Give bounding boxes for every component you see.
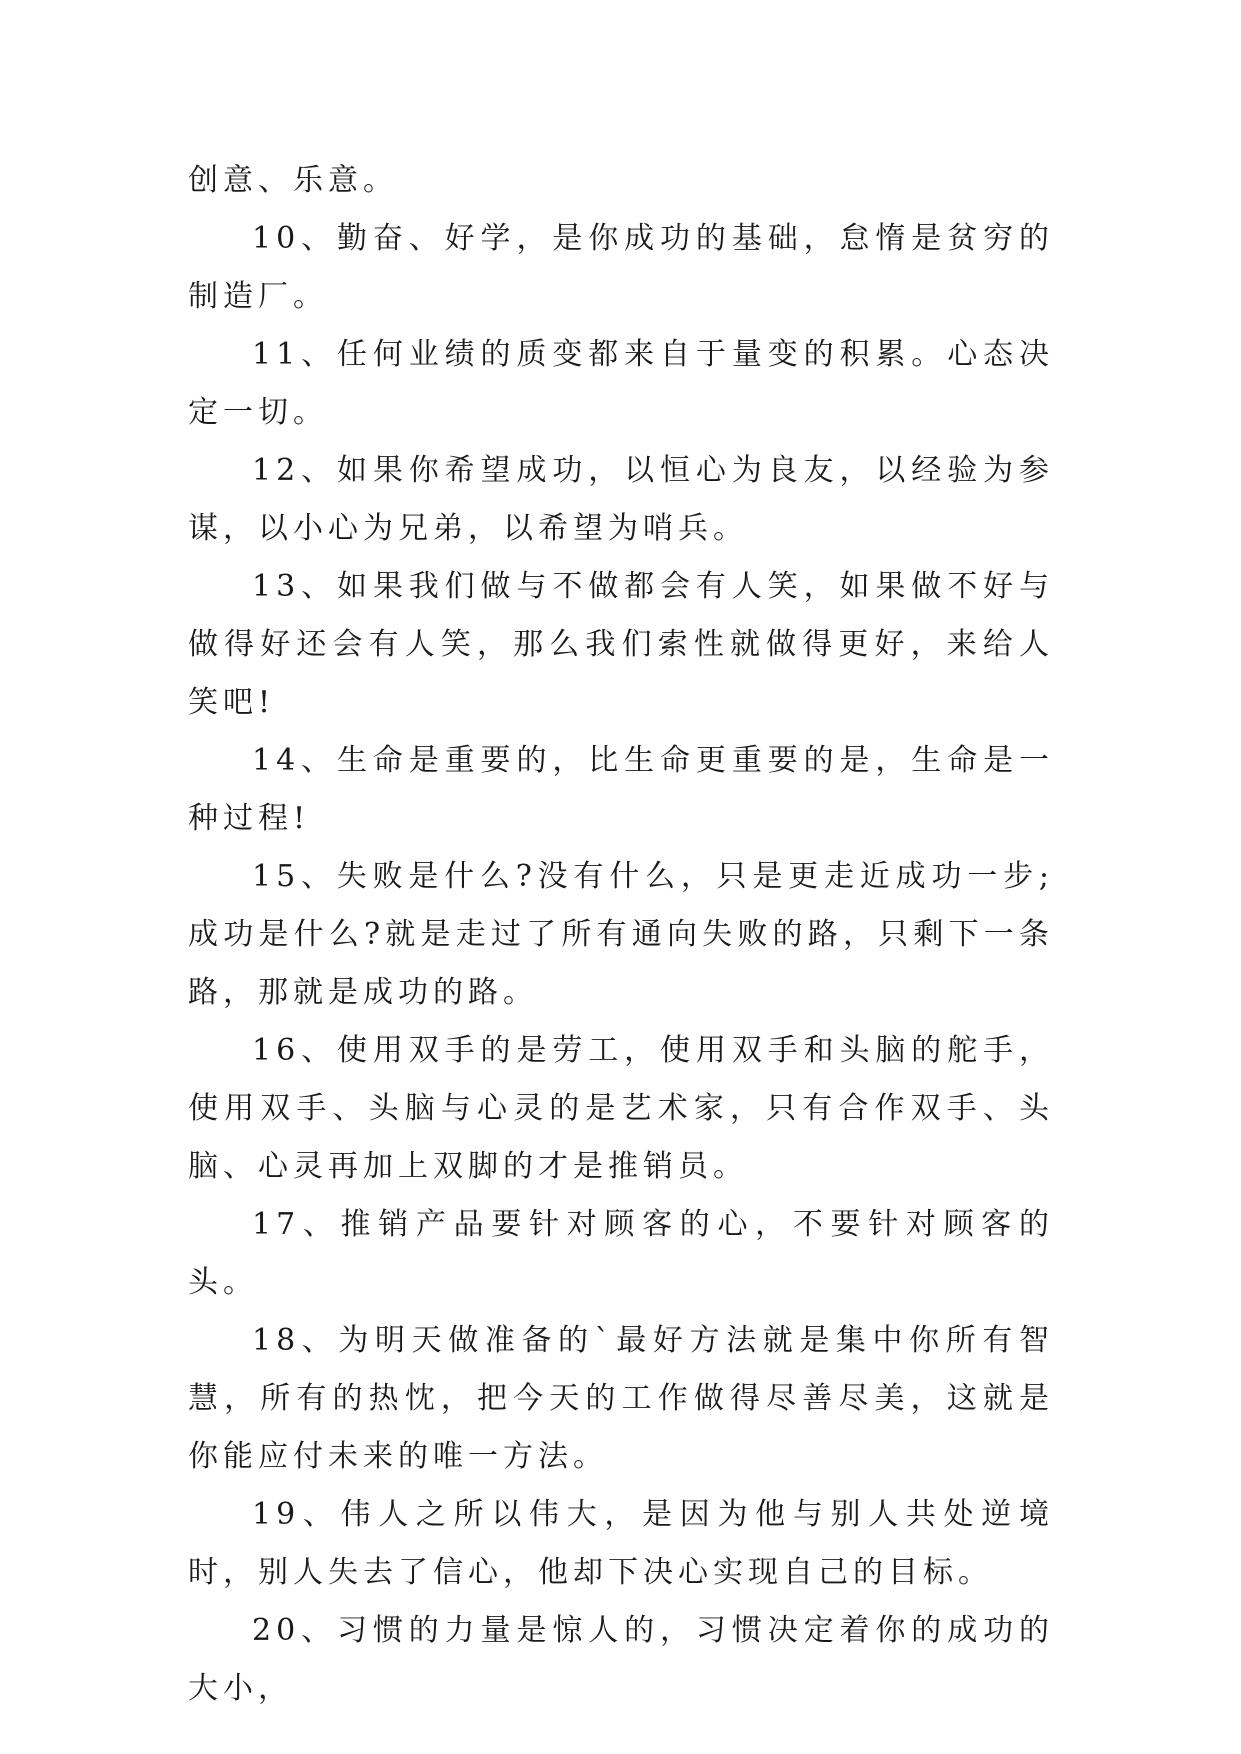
document-body [188,152,1054,1718]
paragraph-item-19: 19、伟人之所以伟大，是因为他与别人共处逆境时，别人失去了信心，他却下决心实现自己的目标。 [188,1497,1054,1590]
paragraph-continuation: 创意、乐意。 [188,163,398,198]
paragraph-item-11: 11、任何业绩的质变都来自于量变的积累。心态决定一切。 [188,337,1054,430]
paragraph-item-16: 16、使用双手的是劳工，使用双手和头脑的舵手，使用双手、头脑与心灵的是艺术家，只有合作双手、头脑、心灵再加上双脚的才是推销员。 [188,1033,1054,1184]
paragraph-item-12: 12、如果你希望成功，以恒心为良友，以经验为参谋，以小心为兄弟，以希望为哨兵。 [188,453,1054,546]
paragraph-item-17: 17、推销产品要针对顾客的心，不要针对顾客的头。 [188,1207,1054,1300]
paragraph-item-10: 10、勤奋、好学，是你成功的基础，怠惰是贫穷的制造厂。 [188,221,1054,314]
paragraph-item-14: 14、生命是重要的，比生命更重要的是，生命是一种过程! [188,743,1054,836]
paragraph-item-13: 13、如果我们做与不做都会有人笑，如果做不好与做得好还会有人笑，那么我们索性就做得更好，来给人笑吧! [188,569,1054,720]
paragraph-item-18: 18、为明天做准备的`最好方法就是集中你所有智慧，所有的热忱，把今天的工作做得尽善尽美，这就是你能应付未来的唯一方法。 [188,1323,1054,1474]
paragraph-item-20: 20、习惯的力量是惊人的，习惯决定着你的成功的大小， [188,1613,1054,1706]
paragraph-item-15: 15、失败是什么?没有什么，只是更走近成功一步;成功是什么?就是走过了所有通向失败的路，只剩下一条路，那就是成功的路。 [188,859,1054,1010]
